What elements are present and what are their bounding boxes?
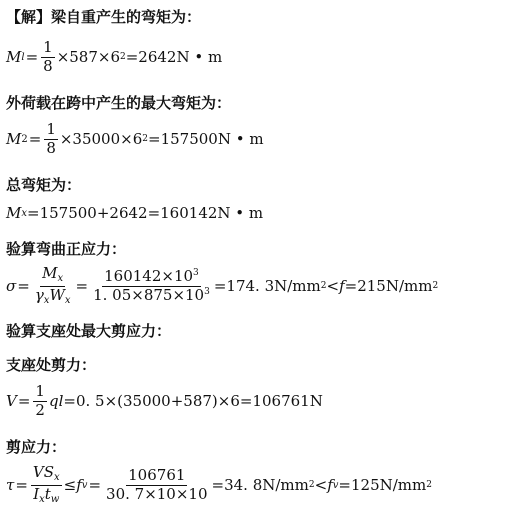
section-heading-support-shear: 支座处剪力： (6, 356, 97, 374)
fraction-one-eighth: $\frac{1}{8}$ (43, 38, 53, 75)
equation-mx: M x =157500+2642=160142N • m (6, 204, 264, 222)
equation-sigma: σ = $\frac{M_x}{\gamma_xW_x}$ = $\frac{160142\times 10^3}{1. 05\times 875\times 10^3}$ =174. 3N/mm 2 < f =215N/mm 2 (6, 264, 439, 306)
section-heading-max-shear-stress: 验算支座处最大剪应力： (6, 322, 172, 340)
equation-m1: M l = $\frac{1}{8}$ ×587×6 2 =2642N • m (6, 38, 223, 75)
solution-label: 【解】 (6, 8, 52, 26)
section-heading-total-moment: 总弯矩为： (6, 176, 82, 194)
fraction-one-eighth: $\frac{1}{8}$ (46, 120, 56, 157)
fraction-one-half: $\frac{1}{2}$ (35, 382, 45, 419)
fraction-numeric-stress: $\frac{160142\times 10^3}{1. 05\times 875\times 10^3}$ (93, 266, 210, 304)
equation-tau: τ = $\frac{VS_x}{I_xt_w}$ ≤ f v = $\frac{106761}{30. 7\times 10\times 10}$ =34. 8N/mm 2 < f v =125N/mm 2 (6, 463, 432, 505)
equation-m2: M 2 = $\frac{1}{8}$ ×35000×6 2 =157500N • m (6, 120, 264, 157)
heading-text: 梁自重产生的弯矩为： (51, 8, 202, 26)
fraction-numeric-shear: $\frac{106761}{30. 7\times 10\times 10}$ (106, 465, 208, 503)
section-heading-bending-stress: 验算弯曲正应力： (6, 240, 127, 258)
section-heading-external-load-moment: 外荷载在跨中产生的最大弯矩为： (6, 94, 232, 112)
fraction-vs-over-it: $\frac{VS_x}{I_xt_w}$ (32, 463, 60, 505)
section-heading-self-weight-moment (6, 6, 201, 27)
equation-shear-force: V = $\frac{1}{2}$ ql =0. 5×(35000+587)×6=106761N (6, 382, 323, 419)
fraction-mx-over-gamma-wx: $\frac{M_x}{\gamma_xW_x}$ (34, 264, 71, 306)
section-heading-shear-stress: 剪应力： (6, 438, 67, 456)
